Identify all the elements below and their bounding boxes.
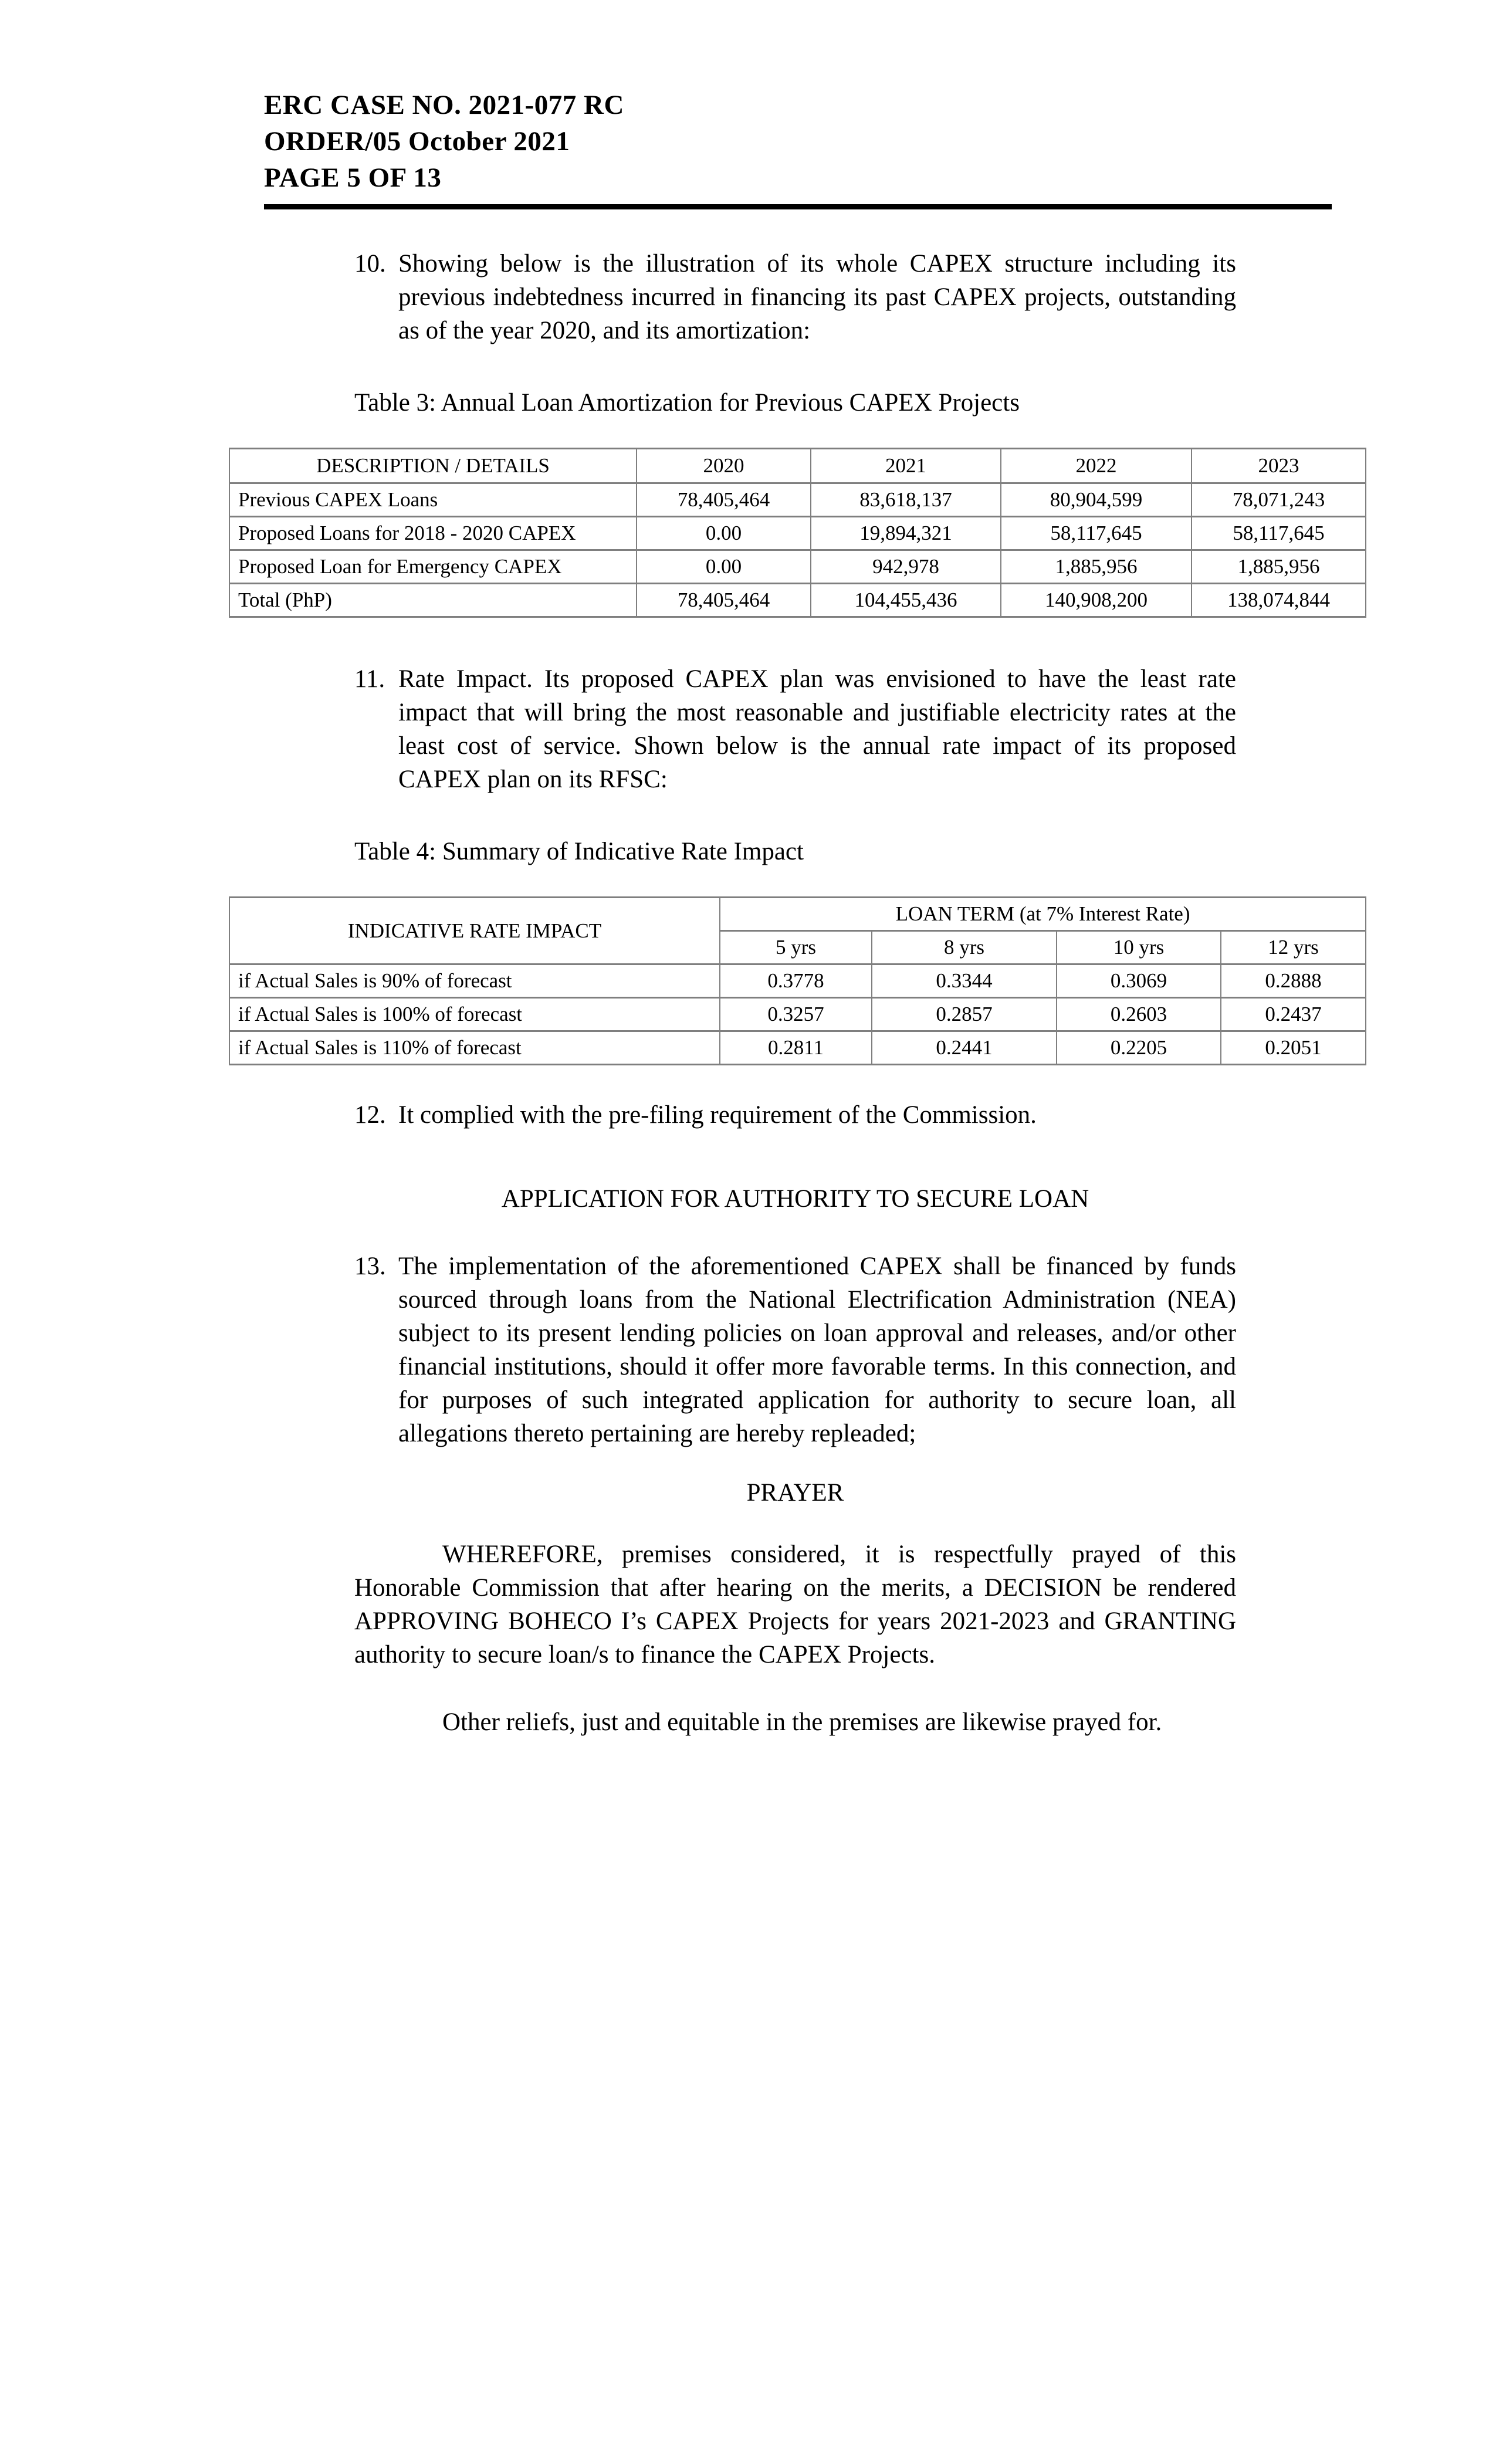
wherefore-paragraph: WHEREFORE, premises considered, it is respectfully prayed of this Honorable Commission that after hearing on the merits, a DECISION be rendered APPROVING BOHECO I’s CAPEX Projects for years 2021-2023 and GRANTING authority to secure loan/s to finance the CAPEX Projects. [354,1541,1236,1668]
paragraph-12-text: It complied with the pre-filing requirement of the Commission. [398,1101,1037,1129]
table-cell: 0.3257 [720,998,872,1031]
table-cell: 942,978 [811,550,1001,584]
table-cell: 0.2051 [1221,1031,1366,1065]
paragraph-12-number: 12. [354,1101,386,1129]
table-cell: 58,117,645 [1192,517,1366,550]
table3-header-2020: 2020 [637,449,811,483]
table-cell: 0.2437 [1221,998,1366,1031]
table-row [229,964,1366,998]
paragraph-11 [354,662,1236,796]
table3-header-2023: 2023 [1192,449,1366,483]
table-cell: 78,071,243 [1192,483,1366,517]
table4-header-8yrs: 8 yrs [872,931,1057,964]
table3-header-description: DESCRIPTION / DETAILS [229,449,637,483]
table-cell: 0.2205 [1057,1031,1221,1065]
table-cell: 138,074,844 [1192,584,1366,617]
prayer-heading: PRAYER [746,1479,844,1507]
table-cell: 0.3778 [720,964,872,998]
table-row [229,517,1366,550]
table-cell: Previous CAPEX Loans [229,483,637,517]
paragraph-13-text: The implementation of the aforementioned CAPEX shall be financed by funds sourced through loans from the National Electrification Administration (NEA) subject to its present lending policies on loan approval and releases, and/or other financial institutions, should it offer more favorable terms. In this connection, and for purposes of such integrated application for authority to secure loan, all allegations thereto pertaining are hereby repleaded; [398,1253,1236,1447]
table-cell: 80,904,599 [1001,483,1192,517]
table4-header-row-1 [229,898,1366,931]
table-row [229,1031,1366,1065]
page-indicator-line: PAGE 5 OF 13 [264,163,442,193]
table-cell: 0.2603 [1057,998,1221,1031]
table3-loan-amortization [229,448,1366,618]
table4-header-loan-term: LOAN TERM (at 7% Interest Rate) [720,898,1366,931]
case-number-line: ERC CASE NO. 2021-077 RC [264,90,624,120]
table-cell: 1,885,956 [1192,550,1366,584]
table3-header-row [229,449,1366,483]
table-cell: Proposed Loan for Emergency CAPEX [229,550,637,584]
document-body [238,247,1330,1739]
table-cell: if Actual Sales is 100% of forecast [229,998,720,1031]
table-cell: 0.2888 [1221,964,1366,998]
table-cell: 0.3344 [872,964,1057,998]
table-row [229,998,1366,1031]
paragraph-11-number: 11. [354,665,385,693]
paragraph-13-number: 13. [354,1253,386,1280]
table4-header-5yrs: 5 yrs [720,931,872,964]
table-cell: Proposed Loans for 2018 - 2020 CAPEX [229,517,637,550]
table-cell: 104,455,436 [811,584,1001,617]
table-row [229,550,1366,584]
table3-header-2022: 2022 [1001,449,1192,483]
table-cell: 78,405,464 [637,483,811,517]
table3-header-2021: 2021 [811,449,1001,483]
table4-caption: Table 4: Summary of Indicative Rate Impact [354,838,804,865]
case-header [264,0,1332,209]
application-heading: APPLICATION FOR AUTHORITY TO SECURE LOAN [501,1185,1089,1213]
table-cell: Total (PhP) [229,584,637,617]
table-row [229,483,1366,517]
table-row [229,584,1366,617]
table-cell: 0.00 [637,517,811,550]
table-cell: 0.3069 [1057,964,1221,998]
paragraph-10 [354,247,1236,347]
table-cell: 0.00 [637,550,811,584]
paragraph-13 [354,1250,1236,1450]
table4-header-10yrs: 10 yrs [1057,931,1221,964]
table4-header-indicative-rate-impact: INDICATIVE RATE IMPACT [229,898,720,964]
table-cell: 58,117,645 [1001,517,1192,550]
table3-caption: Table 3: Annual Loan Amortization for Previous CAPEX Projects [354,389,1020,417]
table4-header-12yrs: 12 yrs [1221,931,1366,964]
paragraph-10-number: 10. [354,250,386,277]
paragraph-11-text: Rate Impact. Its proposed CAPEX plan was envisioned to have the least rate impact that will bring the most reasonable and justifiable electricity rates at the least cost of service. Shown below is the annual rate impact of its proposed CAPEX plan on its RFSC: [398,665,1236,793]
table-cell: 78,405,464 [637,584,811,617]
table-cell: 0.2857 [872,998,1057,1031]
table-cell: 140,908,200 [1001,584,1192,617]
order-date-line: ORDER/05 October 2021 [264,126,570,157]
table4-indicative-rate-impact [229,896,1366,1065]
other-reliefs-paragraph: Other reliefs, just and equitable in the premises are likewise prayed for. [442,1708,1162,1736]
table-cell: 0.2441 [872,1031,1057,1065]
table-cell: 83,618,137 [811,483,1001,517]
table-cell: 0.2811 [720,1031,872,1065]
table-cell: if Actual Sales is 90% of forecast [229,964,720,998]
paragraph-12 [354,1098,1236,1132]
paragraph-10-text: Showing below is the illustration of its whole CAPEX structure including its previous indebtedness incurred in financing its past CAPEX projects, outstanding as of the year 2020, and its amortization: [398,250,1236,344]
table-cell: if Actual Sales is 110% of forecast [229,1031,720,1065]
table-cell: 1,885,956 [1001,550,1192,584]
table-cell: 19,894,321 [811,517,1001,550]
